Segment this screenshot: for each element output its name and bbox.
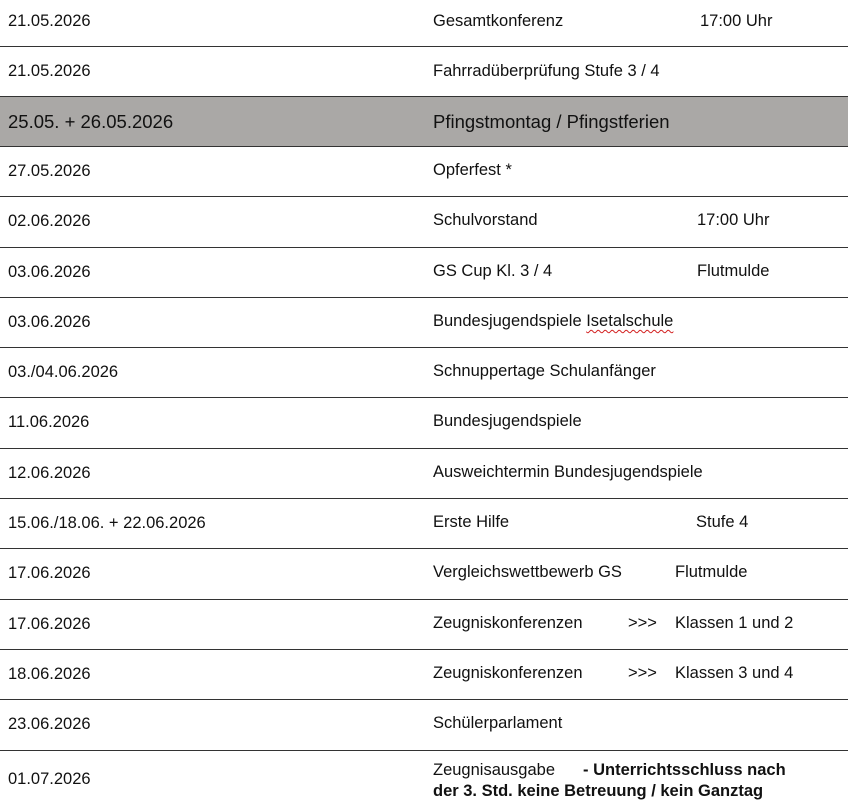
row-event: Opferfest * — [433, 161, 512, 179]
row-event: Gesamtkonferenz — [433, 12, 564, 30]
table-row — [0, 197, 848, 248]
row-date: 27.05.2026 — [8, 162, 91, 180]
row-event: Schnuppertage Schulanfänger — [433, 362, 656, 380]
table-row — [0, 147, 848, 197]
row-event: Schulvorstand — [433, 211, 538, 229]
row-date: 18.06.2026 — [8, 665, 91, 683]
row-event: GS Cup Kl. 3 / 4 — [433, 262, 553, 280]
row-date: 25.05. + 26.05.2026 — [8, 111, 174, 132]
row-event: Pfingstmontag / Pfingstferien — [433, 111, 670, 132]
table-row — [0, 600, 848, 650]
row-date: 17.06.2026 — [8, 564, 91, 582]
row-date: 21.05.2026 — [8, 62, 91, 80]
table-row — [0, 650, 848, 700]
row-date: 02.06.2026 — [8, 212, 91, 230]
row-arrow: >>> — [628, 614, 657, 632]
row-arrow: >>> — [628, 664, 657, 682]
row-level: Stufe 4 — [696, 513, 749, 531]
row-time: 17:00 Uhr — [700, 12, 773, 30]
table-row — [0, 248, 848, 298]
row-event: Vergleichswettbewerb GS — [433, 563, 622, 581]
table-row — [0, 449, 848, 499]
row-date: 12.06.2026 — [8, 464, 91, 482]
row-date: 21.05.2026 — [8, 12, 91, 30]
row-event: Erste Hilfe — [433, 513, 510, 531]
event-bold-text: - Unterrichtsschluss nach — [583, 761, 786, 779]
row-classes: Klassen 3 und 4 — [675, 664, 794, 682]
row-event: Fahrradüberprüfung Stufe 3 / 4 — [433, 62, 660, 80]
table-row — [0, 700, 848, 751]
row-event — [433, 760, 843, 802]
row-date: 03.06.2026 — [8, 313, 91, 331]
row-date: 01.07.2026 — [8, 770, 91, 788]
table-row — [0, 499, 848, 549]
table-row — [0, 0, 848, 47]
row-event — [433, 312, 673, 331]
row-date: 03.06.2026 — [8, 263, 91, 281]
row-location: Flutmulde — [697, 262, 770, 280]
row-date: 03./04.06.2026 — [8, 363, 119, 381]
row-date: 23.06.2026 — [8, 715, 91, 733]
row-location: Flutmulde — [675, 563, 748, 581]
row-time: 17:00 Uhr — [697, 211, 770, 229]
table-row — [0, 549, 848, 600]
table-row — [0, 398, 848, 449]
table-row — [0, 298, 848, 348]
row-event: Bundesjugendspiele — [433, 412, 582, 430]
event-line-2: der 3. Std. keine Betreuung / kein Ganztag — [433, 782, 764, 800]
table-row — [0, 751, 848, 806]
row-date: 11.06.2026 — [8, 413, 90, 431]
row-event: Zeugniskonferenzen — [433, 614, 583, 632]
table-row — [0, 348, 848, 398]
row-event: Ausweichtermin Bundesjugendspiele — [433, 463, 703, 481]
row-date: 17.06.2026 — [8, 615, 91, 633]
spellcheck-word: Isetalschule — [586, 312, 674, 330]
event-text: Bundesjugendspiele — [433, 312, 587, 330]
row-event: Zeugniskonferenzen — [433, 664, 583, 682]
row-date: 15.06./18.06. + 22.06.2026 — [8, 514, 206, 532]
event-line-1 — [433, 760, 843, 781]
row-event: Schülerparlament — [433, 714, 563, 732]
row-classes: Klassen 1 und 2 — [675, 614, 794, 632]
event-text: Zeugnisausgabe — [433, 761, 556, 779]
table-row — [0, 47, 848, 97]
table-row-highlight — [0, 96, 848, 147]
